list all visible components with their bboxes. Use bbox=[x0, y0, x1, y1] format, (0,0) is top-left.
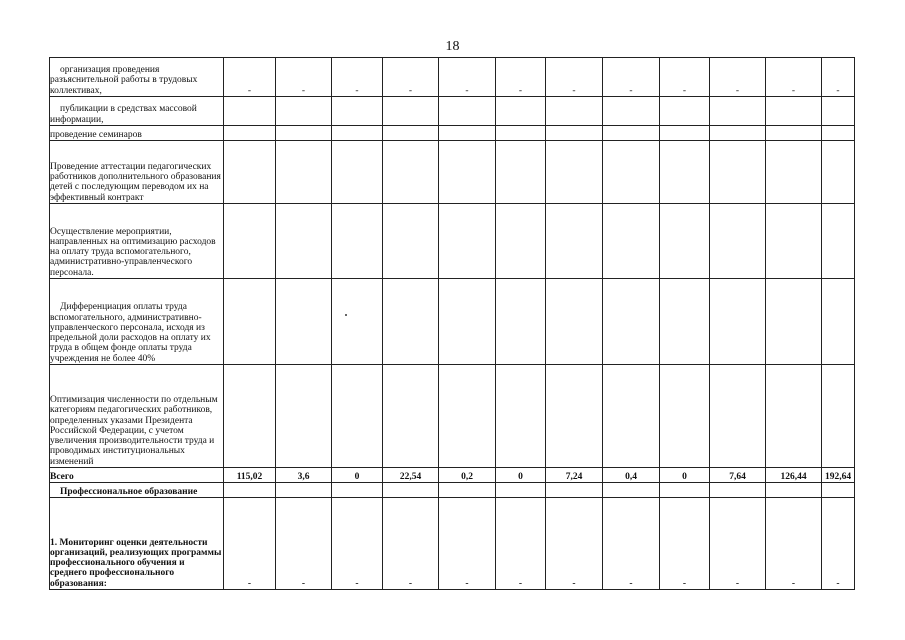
value-cell: - bbox=[710, 498, 766, 590]
value-cell bbox=[822, 365, 855, 468]
value-cell bbox=[383, 204, 439, 279]
value-cell: 7,24 bbox=[546, 468, 603, 483]
table-row bbox=[50, 365, 855, 468]
value-cell bbox=[383, 141, 439, 204]
value-cell: 0 bbox=[660, 468, 710, 483]
value-cell bbox=[822, 204, 855, 279]
value-cell bbox=[439, 141, 496, 204]
value-cell: - bbox=[766, 498, 822, 590]
value-cell bbox=[332, 483, 383, 498]
value-cell bbox=[766, 279, 822, 365]
value-cell bbox=[439, 279, 496, 365]
row-label: публикации в средствах массовой информации, bbox=[50, 97, 224, 126]
value-cell bbox=[496, 126, 546, 141]
row-label: Профессиональное образование bbox=[50, 483, 224, 498]
value-cell bbox=[276, 483, 332, 498]
value-cell bbox=[822, 483, 855, 498]
row-label: Оптимизация численности по отдельным категориям педагогических работников, определенных указами Президента Российской Федерации, с учетом увеличения производительности труда и проводимых институциональных изменений bbox=[50, 365, 224, 468]
value-cell bbox=[224, 97, 276, 126]
value-cell bbox=[822, 126, 855, 141]
value-cell bbox=[710, 279, 766, 365]
value-cell bbox=[546, 204, 603, 279]
table-row bbox=[50, 498, 855, 590]
value-cell bbox=[710, 365, 766, 468]
value-cell: - bbox=[766, 58, 822, 97]
value-cell bbox=[224, 126, 276, 141]
value-cell bbox=[439, 204, 496, 279]
value-cell bbox=[496, 483, 546, 498]
value-cell: - bbox=[383, 498, 439, 590]
value-cell bbox=[546, 365, 603, 468]
value-cell bbox=[603, 126, 660, 141]
value-cell bbox=[439, 483, 496, 498]
value-cell: - bbox=[224, 498, 276, 590]
value-cell bbox=[439, 97, 496, 126]
value-cell bbox=[332, 141, 383, 204]
value-cell bbox=[224, 483, 276, 498]
value-cell bbox=[276, 97, 332, 126]
value-cell bbox=[766, 204, 822, 279]
value-cell bbox=[710, 97, 766, 126]
value-cell bbox=[276, 279, 332, 365]
value-cell: 0 bbox=[496, 468, 546, 483]
value-cell bbox=[383, 279, 439, 365]
row-label: Всего bbox=[50, 468, 224, 483]
value-cell bbox=[496, 279, 546, 365]
row-label: Осуществление мероприятии, направленных на оптимизацию расходов на оплату труда вспомогательного, административно-управленческого персонала. bbox=[50, 204, 224, 279]
value-cell: - bbox=[224, 58, 276, 97]
value-cell bbox=[383, 365, 439, 468]
value-cell: - bbox=[546, 58, 603, 97]
value-cell bbox=[603, 279, 660, 365]
value-cell bbox=[276, 141, 332, 204]
value-cell: - bbox=[660, 498, 710, 590]
value-cell bbox=[660, 365, 710, 468]
page-number: 18 bbox=[445, 39, 460, 54]
value-cell bbox=[603, 365, 660, 468]
value-cell: - bbox=[439, 498, 496, 590]
value-cell bbox=[710, 204, 766, 279]
value-cell bbox=[546, 97, 603, 126]
value-cell: 115,02 bbox=[224, 468, 276, 483]
table-row bbox=[50, 141, 855, 204]
value-cell: - bbox=[332, 498, 383, 590]
table-row bbox=[50, 58, 855, 97]
value-cell bbox=[603, 204, 660, 279]
value-cell bbox=[603, 97, 660, 126]
value-cell bbox=[660, 483, 710, 498]
value-cell bbox=[439, 126, 496, 141]
value-cell: 0 bbox=[332, 468, 383, 483]
value-cell bbox=[496, 365, 546, 468]
value-cell: - bbox=[822, 498, 855, 590]
value-cell: - bbox=[496, 58, 546, 97]
data-table bbox=[49, 57, 855, 590]
scan-speck bbox=[345, 314, 347, 316]
table-row bbox=[50, 279, 855, 365]
value-cell bbox=[224, 279, 276, 365]
value-cell bbox=[332, 279, 383, 365]
value-cell: - bbox=[710, 58, 766, 97]
value-cell bbox=[603, 141, 660, 204]
value-cell bbox=[332, 204, 383, 279]
value-cell: 7,64 bbox=[710, 468, 766, 483]
value-cell bbox=[383, 483, 439, 498]
value-cell: 0,2 bbox=[439, 468, 496, 483]
value-cell bbox=[496, 97, 546, 126]
row-label: Дифференциация оплаты труда вспомогательного, административно-управленческого персонала, исходя из предельной доли расходов на оплату их труда в общем фонде оплаты труда учреждения не более 40% bbox=[50, 279, 224, 365]
value-cell bbox=[660, 279, 710, 365]
value-cell bbox=[660, 126, 710, 141]
value-cell bbox=[546, 126, 603, 141]
value-cell bbox=[439, 365, 496, 468]
row-label: Проведение аттестации педагогических работников дополнительного образования детей с последующим переводом их на эффективный контракт bbox=[50, 141, 224, 204]
row-label: организация проведения разъяснительной работы в трудовых коллективах, bbox=[50, 58, 224, 97]
value-cell bbox=[224, 204, 276, 279]
value-cell: - bbox=[496, 498, 546, 590]
value-cell bbox=[766, 483, 822, 498]
value-cell bbox=[546, 483, 603, 498]
value-cell: 192,64 bbox=[822, 468, 855, 483]
value-cell: - bbox=[822, 58, 855, 97]
value-cell bbox=[822, 97, 855, 126]
value-cell bbox=[332, 126, 383, 141]
value-cell: 126,44 bbox=[766, 468, 822, 483]
value-cell bbox=[822, 141, 855, 204]
value-cell bbox=[660, 97, 710, 126]
value-cell bbox=[710, 483, 766, 498]
value-cell bbox=[276, 204, 332, 279]
value-cell bbox=[546, 279, 603, 365]
value-cell: - bbox=[332, 58, 383, 97]
row-label: проведение семинаров bbox=[50, 126, 224, 141]
value-cell bbox=[332, 97, 383, 126]
value-cell: - bbox=[383, 58, 439, 97]
value-cell: - bbox=[603, 498, 660, 590]
table-row bbox=[50, 483, 855, 498]
value-cell bbox=[766, 365, 822, 468]
value-cell bbox=[710, 141, 766, 204]
table-row bbox=[50, 468, 855, 483]
value-cell bbox=[766, 141, 822, 204]
value-cell: - bbox=[660, 58, 710, 97]
value-cell bbox=[496, 204, 546, 279]
value-cell bbox=[660, 141, 710, 204]
value-cell: 0,4 bbox=[603, 468, 660, 483]
value-cell: - bbox=[603, 58, 660, 97]
value-cell bbox=[332, 365, 383, 468]
value-cell bbox=[603, 483, 660, 498]
value-cell: - bbox=[546, 498, 603, 590]
value-cell bbox=[710, 126, 766, 141]
value-cell bbox=[383, 97, 439, 126]
value-cell bbox=[766, 97, 822, 126]
value-cell: 22,54 bbox=[383, 468, 439, 483]
value-cell: - bbox=[276, 58, 332, 97]
value-cell: 3,6 bbox=[276, 468, 332, 483]
value-cell bbox=[383, 126, 439, 141]
value-cell bbox=[276, 126, 332, 141]
table-row bbox=[50, 126, 855, 141]
value-cell: - bbox=[439, 58, 496, 97]
value-cell bbox=[660, 204, 710, 279]
table-row bbox=[50, 204, 855, 279]
value-cell bbox=[224, 365, 276, 468]
value-cell bbox=[546, 141, 603, 204]
row-label: 1. Мониторинг оценки деятельности организаций, реализующих программы профессионального обучения и среднего профессионального образования: bbox=[50, 498, 224, 590]
value-cell bbox=[276, 365, 332, 468]
value-cell bbox=[766, 126, 822, 141]
value-cell bbox=[822, 279, 855, 365]
value-cell: - bbox=[276, 498, 332, 590]
table-row bbox=[50, 97, 855, 126]
value-cell bbox=[224, 141, 276, 204]
value-cell bbox=[496, 141, 546, 204]
